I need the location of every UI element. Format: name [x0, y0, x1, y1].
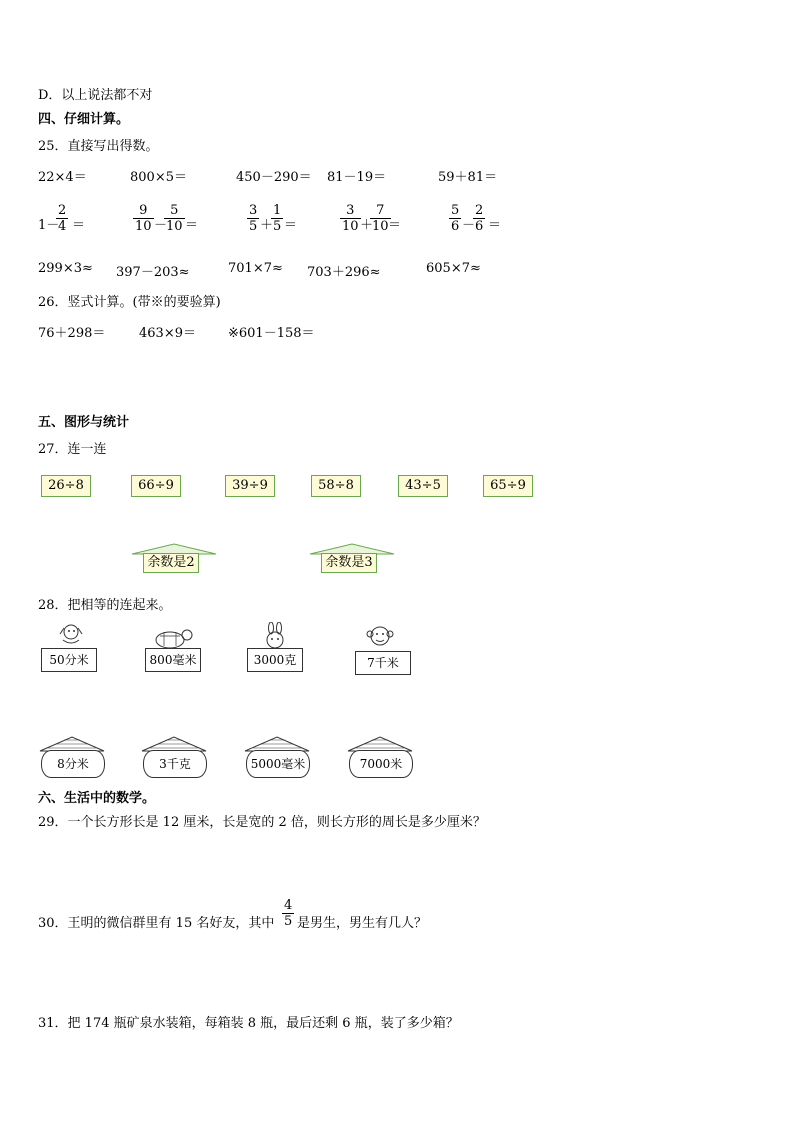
denominator: 10 — [342, 219, 359, 234]
fraction — [449, 203, 461, 234]
whole-part: 1－ — [38, 218, 60, 233]
fraction — [473, 203, 485, 234]
numerator: 7 — [376, 203, 385, 218]
numerator: 2 — [475, 203, 484, 218]
numerator: 4 — [284, 898, 293, 913]
q25-item: 22×4＝ — [38, 170, 87, 185]
q26-item: 463×9＝ — [139, 326, 196, 341]
operator: － — [154, 218, 168, 233]
remainder-box[interactable]: 余数是3 — [321, 553, 377, 573]
q25-item: 450－290＝ — [236, 170, 312, 185]
numerator: 2 — [58, 203, 67, 218]
pot-label[interactable]: 7000米 — [349, 750, 413, 778]
numerator: 5 — [451, 203, 460, 218]
monkey-icon — [366, 622, 394, 650]
q26-item: ※601－158＝ — [228, 326, 315, 341]
pot-label[interactable]: 8分米 — [41, 750, 105, 778]
dog-icon — [55, 620, 87, 650]
q25-estimate: 397－203≈ — [116, 265, 190, 280]
q30-after: 是男生，男生有几人？ — [297, 916, 428, 931]
pot-label[interactable]: 5000毫米 — [246, 750, 310, 778]
division-box[interactable]: 66÷9 — [131, 475, 181, 497]
fraction — [56, 203, 68, 234]
q26-prompt: 26．竖式计算。(带※的要验算) — [38, 295, 221, 310]
section4-title: 四、仔细计算。 — [38, 112, 130, 127]
operator: ＋ — [260, 218, 274, 233]
fraction — [340, 203, 361, 234]
division-box[interactable]: 26÷8 — [41, 475, 91, 497]
equals: ＝ — [72, 218, 86, 233]
section6-title: 六、生活中的数学。 — [38, 791, 156, 806]
q25-estimate: 703＋296≈ — [307, 265, 381, 280]
numerator: 3 — [249, 203, 258, 218]
denominator: 6 — [451, 219, 460, 234]
q26-item: 76＋298＝ — [38, 326, 106, 341]
fraction — [164, 203, 185, 234]
remainder-box[interactable]: 余数是2 — [143, 553, 199, 573]
q25-estimate: 605×7≈ — [426, 261, 481, 276]
q25-item: 81－19＝ — [327, 170, 387, 185]
numerator: 3 — [346, 203, 355, 218]
equals: ＝ — [284, 218, 298, 233]
denominator: 5 — [273, 219, 282, 234]
q25-item: 59＋81＝ — [438, 170, 498, 185]
pot-label[interactable]: 3千克 — [143, 750, 207, 778]
denominator: 10 — [372, 219, 389, 234]
option-d: D．以上说法都不对 — [38, 88, 153, 103]
equals: ＝ — [185, 218, 199, 233]
sign-board[interactable]: 7千米 — [355, 651, 411, 675]
fraction — [133, 203, 154, 234]
division-box[interactable]: 58÷8 — [311, 475, 361, 497]
q29-text: 29．一个长方形长是 12 厘米，长是宽的 2 倍，则长方形的周长是多少厘米？ — [38, 815, 486, 830]
operator: － — [462, 218, 476, 233]
equals: ＝ — [388, 218, 402, 233]
turtle-icon — [150, 624, 194, 650]
fraction — [247, 203, 259, 234]
denominator: 5 — [249, 219, 258, 234]
division-box[interactable]: 43÷5 — [398, 475, 448, 497]
q25-estimate: 701×7≈ — [228, 261, 283, 276]
denominator: 10 — [166, 219, 183, 234]
fraction — [282, 898, 294, 929]
denominator: 5 — [284, 914, 293, 929]
section5-title: 五、图形与统计 — [38, 415, 130, 430]
sign-board[interactable]: 50分米 — [41, 648, 97, 672]
equals: ＝ — [488, 218, 502, 233]
q25-prompt: 25．直接写出得数。 — [38, 139, 159, 154]
division-box[interactable]: 39÷9 — [225, 475, 275, 497]
sign-board[interactable]: 800毫米 — [145, 648, 201, 672]
rabbit-icon — [262, 622, 288, 650]
numerator: 5 — [170, 203, 179, 218]
q28-prompt: 28．把相等的连起来。 — [38, 598, 172, 613]
numerator: 9 — [139, 203, 148, 218]
q25-item: 800×5＝ — [130, 170, 187, 185]
q27-prompt: 27．连一连 — [38, 442, 107, 457]
denominator: 6 — [475, 219, 484, 234]
division-box[interactable]: 65÷9 — [483, 475, 533, 497]
q31-text: 31．把 174 瓶矿泉水装箱，每箱装 8 瓶，最后还剩 6 瓶，装了多少箱？ — [38, 1016, 459, 1031]
denominator: 10 — [135, 219, 152, 234]
operator: ＋ — [360, 218, 374, 233]
q30-before: 30．王明的微信群里有 15 名好友，其中 — [38, 916, 275, 931]
denominator: 4 — [58, 219, 67, 234]
fraction — [271, 203, 283, 234]
numerator: 1 — [273, 203, 282, 218]
sign-board[interactable]: 3000克 — [247, 648, 303, 672]
q25-estimate: 299×3≈ — [38, 261, 93, 276]
